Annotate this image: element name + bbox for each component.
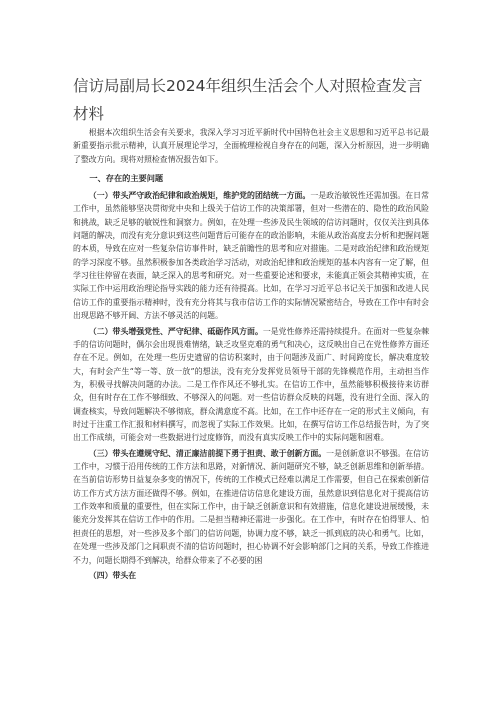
paragraph-2-lead: （二）带头增强党性、严守纪律、砥砺作风方面。 [88, 326, 263, 336]
paragraph-1-lead: （一）带头严守政治纪律和政治规矩，维护党的团结统一方面。 [88, 191, 311, 201]
paragraph-4 [73, 569, 429, 582]
document-body [73, 126, 429, 584]
paragraph-2-text: 一是党性修养还需持续提升。在面对一些复杂棘手的信访问题时，偶尔会出现畏难情绪，缺乏攻坚克难的勇气和决心，这反映出自己在党性修养方面还存在不足。例如，在处理一些历史遗留的信访积案时，由于问题涉及面广、时间跨度长，解决难度较大，有时会产生“等一等、放一放”的想法，没有充分发挥党员领导干部的先锋模范作用，主动担当作为，积极寻找解决问题的办法。二是工作作风还不够扎实。在信访工作中，虽然能够积极接待来访群众，但有时存在工作不够细致、不够深入的问题。对一些信访群众反映的问题，没有进行全面、深入的调查核实，导致问题解决不够彻底，群众满意度不高。比如，在工作中还存在一定的形式主义倾向，有时过于注重工作汇报和材料撰写，而忽视了实际工作效果。比如，在撰写信访工作总结报告时，为了突出工作成绩，可能会对一些数据进行过度修饰，而没有真实反映工作中的实际问题和困难。 [73, 326, 429, 443]
paragraph-3 [73, 447, 429, 567]
paragraph-1 [73, 189, 429, 322]
paragraph-3-text: 一是创新意识不够强。在信访工作中，习惯于沿用传统的工作方法和思路，对新情况、新问题研究不够，缺乏创新思维和创新举措。在当前信访形势日益复杂多变的情况下，传统的工作模式已经难以满足工作需要，但自己在探索创新信访工作方式方法方面还做得不够。例如，在推进信访信息化建设方面，虽然意识到信息化对于提高信访工作效率和质量的重要性，但在实际工作中，由于缺乏创新意识和有效措施，信息化建设进展缓慢，未能充分发挥其在信访工作中的作用。二是担当精神还需进一步强化。在工作中，有时存在怕得罪人、怕担责任的思想，对一些涉及多个部门的信访问题，协调力度不够，缺乏一抓到底的决心和勇气。比如，在处理一些涉及部门之间职责不清的信访问题时，担心协调不好会影响部门之间的关系，导致工作推进不力，问题长期得不到解决，给群众带来了不必要的困 [73, 448, 429, 565]
document-title: 信访局副局长2024年组织生活会个人对照检查发言材料 [73, 77, 423, 123]
paragraph-1-text: 一是政治敏锐性还需加强。在日常工作中，虽然能够坚决贯彻党中央和上级关于信访工作的决策部署，但对一些潜在的、隐性的政治风险和挑战，缺乏足够的敏锐性和洞察力。例如，在处理一些涉及民生领域的信访问题时，仅仅关注到具体问题的解决，而没有充分意识到这些问题背后可能存在的政治影响，未能从政治高度去分析和把握问题的本质，导致在应对一些复杂信访事件时，缺乏前瞻性的思考和应对措施。二是对政治纪律和政治规矩的学习深度不够。虽然积极参加各类政治学习活动，对政治纪律和政治规矩的基本内容有一定了解，但学习往往停留在表面，缺乏深入的思考和研究。对一些重要论述和要求，未能真正领会其精神实质，在实际工作中运用政治理论指导实践的能力还有待提高。比如，在学习习近平总书记关于加强和改进人民信访工作的重要指示精神时，没有充分将其与我市信访工作的实际情况紧密结合，导致在工作中有时会出现思路不够开阔、方法不够灵活的问题。 [73, 191, 429, 321]
paragraph-3-lead: （三）带头在遵规守纪、清正廉洁前提下勇于担责、敢于创新方面。 [88, 448, 327, 458]
section-heading: 一、存在的主要问题 [89, 173, 164, 184]
intro-paragraph: 根据本次组织生活会有关要求，我深入学习习近平新时代中国特色社会主义思想和习近平总书记最新重要指示批示精神，认真开展理论学习，全面梳理检视自身存在的问题，深入分析原因，进一步明确了整改方向。现将对照检查情况报告如下。 [73, 128, 429, 164]
paragraph-4-lead: （四）带头在 [88, 570, 137, 580]
paragraph-2 [73, 325, 429, 445]
